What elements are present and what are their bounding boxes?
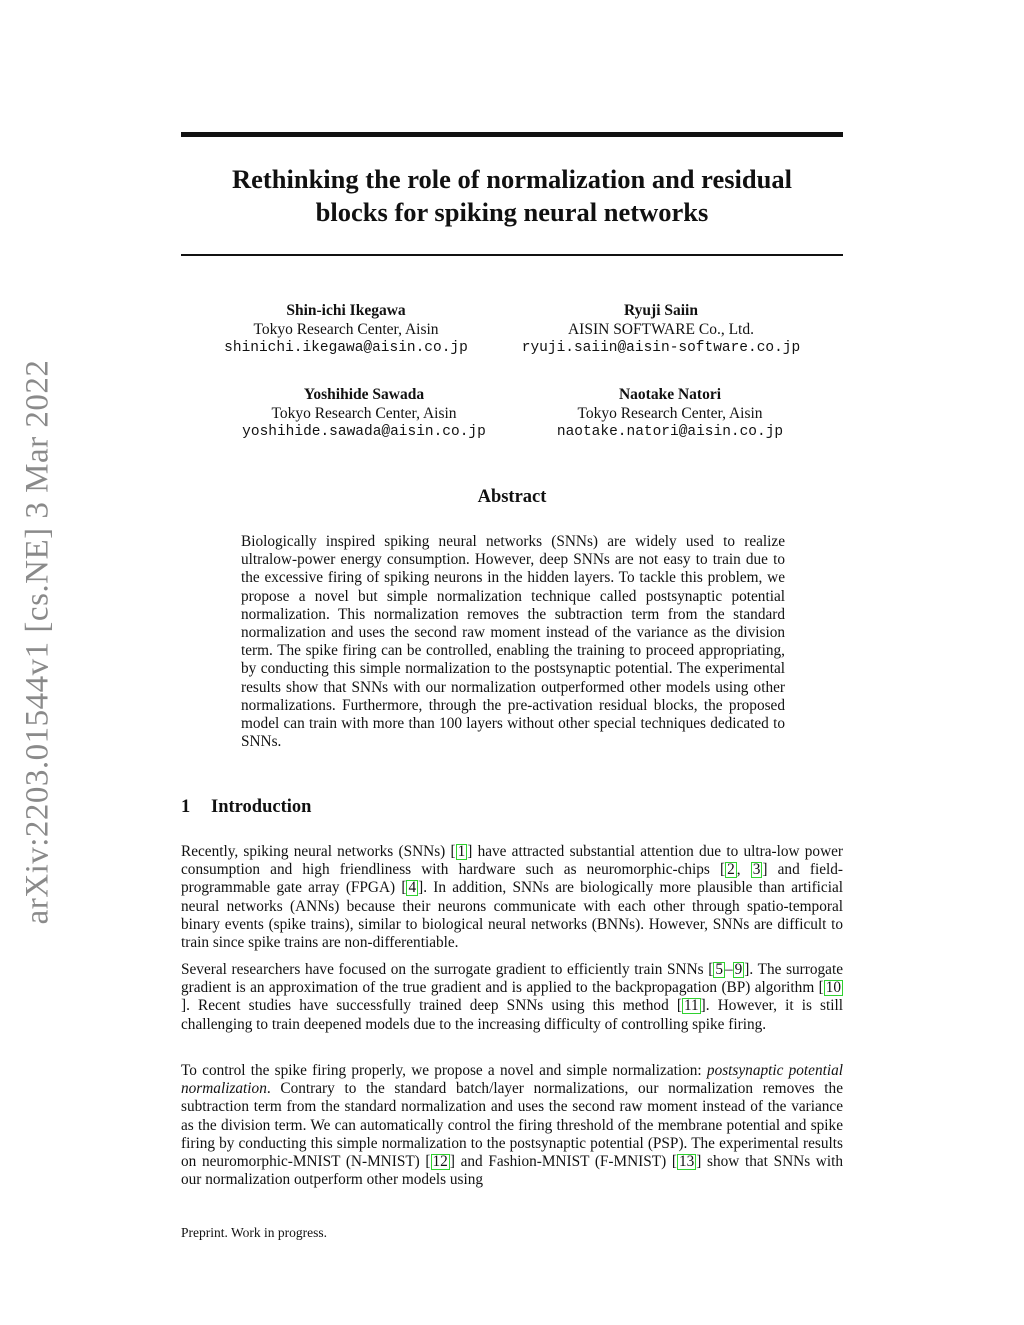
- citation-link[interactable]: 13: [678, 1153, 695, 1171]
- title-top-rule: [181, 132, 843, 137]
- paragraph-text: ]. However, it is still challenging to train deepened models due to the increasing difficulty of controlling spike firing.: [181, 997, 843, 1033]
- section-title: Introduction: [211, 797, 312, 817]
- author-affiliation: Tokyo Research Center, Aisin: [577, 405, 763, 422]
- author-name: Naotake Natori: [618, 386, 722, 403]
- paragraph-text: ]. In addition, SNNs are biologically more plausible than artificial neural networks (ANNs) because their neurons communicate with each other through spatio-temporal binary events (spike trains), similar to biological neural networks (BNNs). However, SNNs are difficult to train since spike trains are non-differentiable.: [181, 879, 843, 952]
- emphasized-term: postsynaptic potential normalization: [181, 1062, 844, 1098]
- author-block: [491, 301, 831, 358]
- paragraph-text: ]. The surrogate gradient is an approximation of the true gradient and is applied to the backpropagation (BP) algorithm [: [181, 961, 843, 997]
- arxiv-identifier-text: arXiv:2203.01544v1 [cs.NE] 3 Mar 2022: [19, 359, 56, 925]
- paragraph-text: ]. Recent studies have successfully trained deep SNNs using this method [: [181, 997, 682, 1015]
- paragraph-text: ] show that SNNs with our normalization outperform other models using: [181, 1153, 844, 1189]
- title-line-1: Rethinking the role of normalization and residual: [232, 164, 792, 194]
- author-block: [194, 385, 534, 442]
- citation-link[interactable]: 1: [457, 843, 466, 860]
- author-affiliation: Tokyo Research Center, Aisin: [253, 321, 439, 338]
- section-heading-introduction: [181, 797, 311, 818]
- abstract-text: Biologically inspired spiking neural networks (SNNs) are widely used to realize ultralow-power energy consumption. However, deep SNNs are not easy to train due to the excessive firing of spiking neurons in the hidden layers. To tackle this problem, we propose a novel but simple normalization technique called postsynaptic potential normalization. This normalization removes the subtraction term from the standard normalization and uses the second raw moment instead of the variance as the division term. The spike firing can be controlled, enabling the training to proceed appropriating, by conducting this simple normalization to the postsynaptic potential. The experimental results show that SNNs with our normalization outperformed other models using other normalizations. Furthermore, through the pre-activation residual blocks, the proposed model can train with more than 100 layers without other special techniques dedicated to SNNs.: [241, 533, 785, 751]
- citation-link[interactable]: 2: [727, 861, 735, 879]
- author-name: Yoshihide Sawada: [303, 386, 425, 403]
- author-email[interactable]: yoshihide.sawada@aisin.co.jp: [242, 424, 486, 440]
- author-name: Ryuji Saiin: [624, 302, 698, 319]
- author-affiliation: AISIN SOFTWARE Co., Ltd.: [567, 321, 754, 338]
- intro-paragraph-1: [181, 843, 843, 952]
- author-email[interactable]: naotake.natori@aisin.co.jp: [556, 424, 784, 440]
- author-block: [500, 385, 840, 442]
- abstract-heading: Abstract: [477, 487, 547, 507]
- paragraph-text: ] have attracted substantial attention due to ultra-low power consumption and high friendliness with hardware such as neuromorphic-chips [: [181, 843, 843, 879]
- author-name: Shin-ichi Ikegawa: [286, 302, 406, 319]
- paragraph-text: –: [724, 961, 733, 978]
- paper-title: [181, 163, 843, 229]
- paragraph-text: To control the spike firing properly, we propose a novel and simple normalization:: [181, 1062, 707, 1079]
- citation-link[interactable]: 3: [752, 861, 761, 879]
- preprint-footer: Preprint. Work in progress.: [181, 1225, 328, 1240]
- paragraph-text: Several researchers have focused on the surrogate gradient to efficiently train SNNs [: [181, 961, 714, 978]
- intro-paragraph-2: [181, 961, 843, 1034]
- citation-link[interactable]: 12: [432, 1153, 448, 1171]
- paragraph-text: . Contrary to the standard batch/layer normalizations, our normalization removes the subtraction term from the standard normalization and uses the second raw moment instead of the variance as the division term. We can automatically control the firing threshold of the membrane potential and spike firing by conducting this simple normalization to the postsynaptic potential (PSP). The experimental results on neuromorphic-MNIST (N-MNIST) [: [181, 1080, 843, 1171]
- section-number: 1: [181, 797, 191, 817]
- author-affiliation: Tokyo Research Center, Aisin: [271, 405, 457, 422]
- paragraph-text: ] and Fashion-MNIST (F-MNIST) [: [449, 1153, 677, 1171]
- title-bottom-rule: [181, 254, 843, 256]
- citation-link[interactable]: 9: [734, 961, 743, 978]
- citation-link[interactable]: 5: [715, 961, 723, 978]
- author-email[interactable]: ryuji.saiin@aisin-software.co.jp: [521, 340, 801, 356]
- title-line-2: blocks for spiking neural networks: [315, 197, 709, 227]
- citation-link[interactable]: 4: [408, 879, 417, 897]
- author-block: [176, 301, 516, 358]
- citation-link[interactable]: 11: [683, 997, 699, 1015]
- paragraph-text: ] and field-programmable gate array (FPGA) [: [181, 861, 843, 897]
- paragraph-text: ,: [736, 861, 751, 879]
- author-email[interactable]: shinichi.ikegawa@aisin.co.jp: [224, 340, 468, 356]
- paragraph-text: Recently, spiking neural networks (SNNs) [: [181, 843, 456, 860]
- intro-paragraph-3: [181, 1062, 843, 1189]
- citation-link[interactable]: 10: [825, 979, 841, 997]
